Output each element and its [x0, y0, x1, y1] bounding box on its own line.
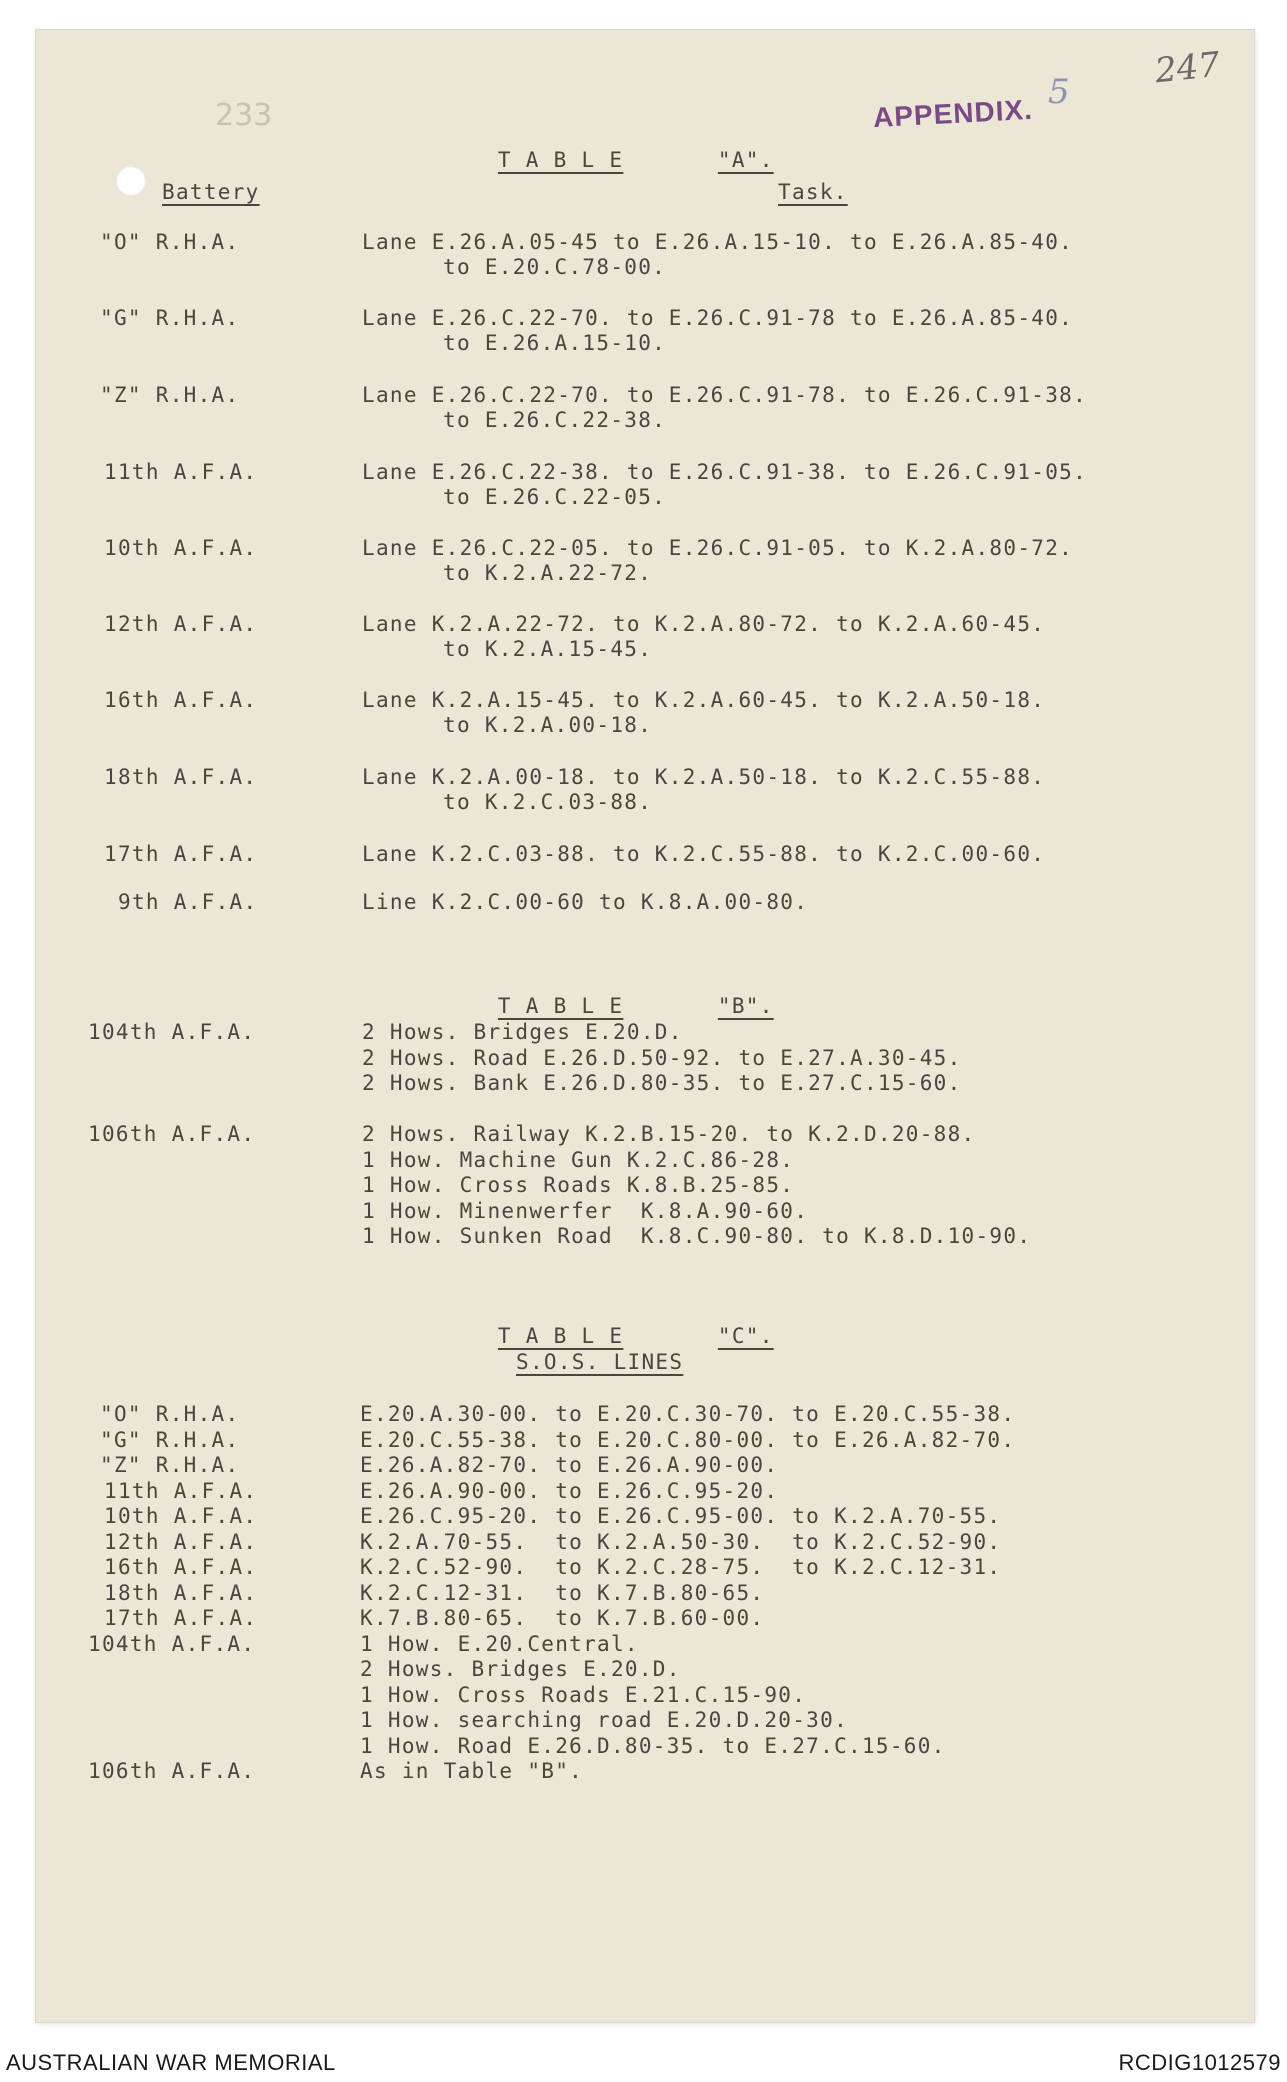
table-b-task-line: 2 Hows. Bridges E.20.D.: [362, 1020, 683, 1044]
table-a-battery: "G" R.H.A.: [100, 306, 240, 330]
table-a-battery: 17th A.F.A.: [104, 842, 258, 866]
table-c-title-word: T A B L E: [497, 1324, 624, 1348]
table-c-task-line: E.20.A.30-00. to E.20.C.30-70. to E.20.C.55-38.: [360, 1402, 1016, 1426]
table-c-battery: 18th A.F.A.: [104, 1580, 258, 1605]
table-c-task-line: E.20.C.55-38. to E.20.C.80-00. to E.26.A.82-70.: [360, 1427, 1016, 1452]
table-c-battery: 16th A.F.A.: [104, 1555, 258, 1579]
table-c-task-line: E.26.C.95-20. to E.26.C.95-00. to K.2.A.70-55.: [360, 1504, 1002, 1528]
table-a-battery: 12th A.F.A.: [104, 612, 258, 636]
table-a-task-line: to E.26.C.22-05.: [443, 485, 667, 509]
footer-record-id: RCDIG1012579: [1118, 2050, 1281, 2075]
table-a-battery: 9th A.F.A.: [118, 890, 258, 914]
table-a-task-line: Lane K.2.A.22-72. to K.2.A.80-72. to K.2.A.60-45.: [362, 612, 1046, 636]
table-a-task-line: to E.26.C.22-38.: [443, 408, 667, 432]
table-a-task-line: to K.2.A.22-72.: [443, 561, 653, 585]
table-c-battery: 10th A.F.A.: [104, 1504, 258, 1528]
task-column-header: Task.: [778, 180, 848, 204]
table-b-title-word: T A B L E: [497, 994, 624, 1018]
table-a-task-line: Line K.2.C.00-60 to K.8.A.00-80.: [362, 890, 809, 914]
table-b-task-line: 2 Hows. Railway K.2.B.15-20. to K.2.D.20-88.: [362, 1122, 976, 1146]
table-c-battery: 12th A.F.A.: [104, 1529, 258, 1554]
table-b-task-line: 1 How. Minenwerfer K.8.A.90-60.: [362, 1198, 809, 1223]
table-c-title-letter: "C".: [717, 1324, 774, 1348]
punch-hole: [116, 166, 146, 196]
table-c-battery: "G" R.H.A.: [100, 1427, 240, 1452]
table-b-title: [470, 970, 774, 1018]
table-a-task-line: to E.20.C.78-00.: [443, 255, 667, 279]
table-c-battery: 104th A.F.A.: [88, 1631, 256, 1656]
table-c-battery: "Z" R.H.A.: [100, 1453, 240, 1477]
table-a-task-line: Lane K.2.C.03-88. to K.2.C.55-88. to K.2.C.00-60.: [362, 842, 1046, 866]
table-b-battery: 106th A.F.A.: [88, 1122, 256, 1146]
table-b-task-line: 1 How. Sunken Road K.8.C.90-80. to K.8.D.10-90.: [362, 1224, 1032, 1248]
table-a-battery: 10th A.F.A.: [104, 536, 258, 560]
table-b-task-line: 1 How. Machine Gun K.2.C.86-28.: [362, 1147, 795, 1172]
table-c-task-line: As in Table "B".: [360, 1759, 584, 1783]
table-c-battery: 11th A.F.A.: [104, 1478, 258, 1503]
table-a-task-line: Lane K.2.A.15-45. to K.2.A.60-45. to K.2.A.50-18.: [362, 688, 1046, 712]
table-a-task-line: to K.2.A.00-18.: [443, 713, 653, 737]
table-a-title-letter: "A".: [717, 148, 774, 172]
table-c-task-line: K.2.C.52-90. to K.2.C.28-75. to K.2.C.12-31.: [360, 1555, 1002, 1579]
table-b-title-letter: "B".: [717, 994, 774, 1018]
pencil-folio-number: 247: [1153, 44, 1222, 92]
table-a-task-line: Lane E.26.C.22-70. to E.26.C.91-78 to E.26.A.85-40.: [362, 306, 1074, 330]
battery-column-header: Battery: [162, 180, 260, 204]
table-c-title: [470, 1300, 774, 1348]
table-b-task-line: 2 Hows. Bank E.26.D.80-35. to E.27.C.15-60.: [362, 1071, 962, 1095]
appendix-stamp: APPENDIX.: [872, 93, 1034, 134]
footer-archive-name: AUSTRALIAN WAR MEMORIAL: [6, 2050, 336, 2075]
table-a-battery: "O" R.H.A.: [100, 230, 240, 254]
table-a-task-line: to K.2.C.03-88.: [443, 790, 653, 814]
sos-lines-subtitle: S.O.S. LINES: [516, 1350, 684, 1374]
table-b-battery: 104th A.F.A.: [88, 1020, 256, 1044]
table-a-battery: 18th A.F.A.: [104, 765, 258, 789]
table-c-task-line: 1 How. E.20.Central.: [360, 1631, 639, 1656]
table-c-task-line: E.26.A.82-70. to E.26.A.90-00.: [360, 1453, 779, 1477]
table-a-title: [470, 124, 774, 172]
table-c-task-line: 1 How. Cross Roads E.21.C.15-90.: [360, 1682, 807, 1707]
table-c-task-line: 2 Hows. Bridges E.20.D.: [360, 1657, 681, 1681]
table-c-battery: 106th A.F.A.: [88, 1759, 256, 1783]
table-a-task-line: Lane K.2.A.00-18. to K.2.A.50-18. to K.2.C.55-88.: [362, 765, 1046, 789]
table-a-title-word: T A B L E: [497, 148, 624, 172]
table-a-battery: 11th A.F.A.: [104, 460, 258, 484]
table-c-task-line: K.2.A.70-55. to K.2.A.50-30. to K.2.C.52-90.: [360, 1529, 1002, 1554]
faded-folio-number: 233: [215, 98, 273, 133]
table-b-task-line: 2 Hows. Road E.26.D.50-92. to E.27.A.30-45.: [362, 1045, 962, 1070]
table-c-task-line: K.7.B.80-65. to K.7.B.60-00.: [360, 1606, 765, 1630]
table-a-task-line: to E.26.A.15-10.: [443, 331, 667, 355]
table-a-battery: "Z" R.H.A.: [100, 383, 240, 407]
table-c-task-line: K.2.C.12-31. to K.7.B.80-65.: [360, 1580, 765, 1605]
table-a-task-line: Lane E.26.C.22-05. to E.26.C.91-05. to K.2.A.80-72.: [362, 536, 1074, 560]
table-c-task-line: 1 How. searching road E.20.D.20-30.: [360, 1708, 849, 1732]
table-a-task-line: Lane E.26.C.22-70. to E.26.C.91-78. to E.26.C.91-38.: [362, 383, 1088, 407]
table-c-battery: "O" R.H.A.: [100, 1402, 240, 1426]
table-c-task-line: E.26.A.90-00. to E.26.C.95-20.: [360, 1478, 779, 1503]
table-c-task-line: 1 How. Road E.26.D.80-35. to E.27.C.15-60.: [360, 1733, 946, 1758]
table-a-task-line: to K.2.A.15-45.: [443, 637, 653, 661]
table-b-task-line: 1 How. Cross Roads K.8.B.25-85.: [362, 1173, 795, 1197]
table-c-battery: 17th A.F.A.: [104, 1606, 258, 1630]
table-a-task-line: Lane E.26.C.22-38. to E.26.C.91-38. to E.26.C.91-05.: [362, 460, 1088, 484]
appendix-number: 5: [1048, 72, 1070, 112]
table-a-battery: 16th A.F.A.: [104, 688, 258, 712]
table-a-task-line: Lane E.26.A.05-45 to E.26.A.15-10. to E.26.A.85-40.: [362, 230, 1074, 254]
